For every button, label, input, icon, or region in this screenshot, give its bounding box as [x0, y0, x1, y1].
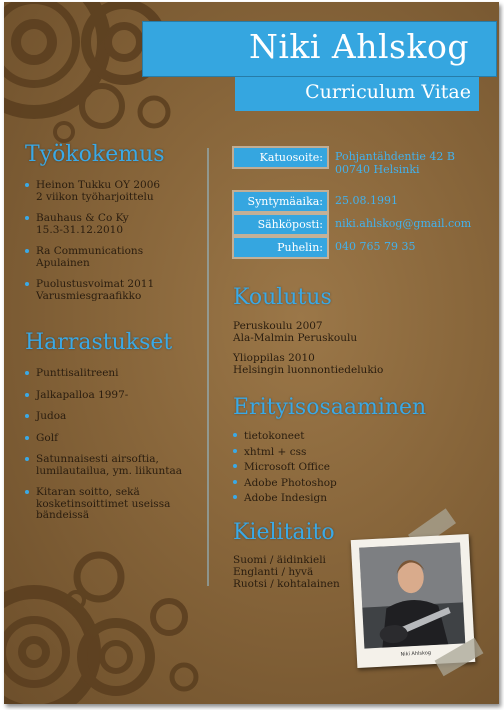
list-item: xhtml + css — [233, 446, 337, 459]
document-subtitle: Curriculum Vitae — [305, 81, 471, 103]
list-item: Adobe Photoshop — [233, 477, 337, 490]
bullet-icon — [25, 183, 29, 187]
list-item: Jalkapalloa 1997- — [25, 390, 182, 402]
hobbies-list — [25, 368, 182, 532]
list-item: Suomi / äidinkieli — [233, 554, 326, 566]
phone-value: 040 765 79 35 — [335, 240, 416, 253]
photo-caption: Niki Ahlskog — [400, 650, 432, 658]
list-item: Microsoft Office — [233, 461, 337, 474]
person-with-guitar-icon — [359, 542, 465, 648]
bullet-icon — [25, 371, 29, 375]
hobbies-title: Harrastukset — [25, 330, 173, 355]
education-title: Koulutus — [233, 285, 332, 310]
bullet-icon — [233, 464, 237, 468]
birthdate-value: 25.08.1991 — [335, 194, 398, 207]
list-item: Adobe Indesign — [233, 492, 337, 505]
cv-banner — [235, 77, 479, 111]
list-item: Puolustusvoimat 2011 Varusmiesgraafikko — [25, 279, 160, 302]
education-entry: Peruskoulu 2007 Ala-Malmin Peruskoulu — [233, 320, 358, 344]
education-entry: Ylioppilas 2010 Helsingin luonnontiedelukio — [233, 352, 384, 376]
bullet-icon — [25, 414, 29, 418]
name-banner — [142, 21, 497, 77]
list-item: Satunnaisesti airsoftia, lumilautailua, ym. liikuntaa — [25, 454, 182, 477]
bullet-icon — [25, 216, 29, 220]
special-skills-list — [233, 430, 337, 508]
list-item: tietokoneet — [233, 430, 337, 443]
applicant-name: Niki Ahlskog — [248, 27, 469, 66]
list-item: Heinon Tukku OY 2006 2 viikon työharjoittelu — [25, 180, 160, 203]
email-label: Sähköposti: — [234, 215, 327, 234]
address-value: Pohjantähdentie 42 B 00740 Helsinki — [335, 150, 455, 176]
bullet-icon — [25, 457, 29, 461]
bullet-icon — [233, 495, 237, 499]
languages-list — [233, 554, 340, 590]
phone-label: Puhelin: — [234, 238, 327, 257]
bullet-icon — [233, 433, 237, 437]
list-item: Ruotsi / kohtalainen — [233, 578, 340, 590]
languages-title: Kielitaito — [233, 520, 335, 545]
bullet-icon — [233, 449, 237, 453]
list-item: Ra Communications Apulainen — [25, 246, 160, 269]
work-experience-title: Työkokemus — [25, 142, 165, 167]
list-item: Punttisalitreeni — [25, 368, 182, 380]
list-item: Judoa — [25, 411, 182, 423]
birthdate-label: Syntymäaika: — [234, 192, 327, 211]
list-item: Golf — [25, 433, 182, 445]
bullet-icon — [25, 282, 29, 286]
email-value[interactable]: niki.ahlskog@gmail.com — [335, 217, 472, 230]
bullet-icon — [233, 480, 237, 484]
column-divider — [207, 148, 209, 586]
bullet-icon — [25, 393, 29, 397]
profile-photo — [359, 542, 465, 648]
cv-page — [4, 2, 499, 704]
address-label: Katuosoite: — [234, 148, 327, 167]
list-item: Bauhaus & Co Ky 15.3-31.12.2010 — [25, 213, 160, 236]
work-experience-list — [25, 180, 160, 312]
list-item: Kitaran soitto, sekä kosketinsoittimet useissa bändeissä — [25, 487, 182, 522]
list-item: Englanti / hyvä — [233, 566, 314, 578]
special-skills-title: Erityisosaaminen — [233, 395, 427, 420]
bullet-icon — [25, 490, 29, 494]
bullet-icon — [25, 436, 29, 440]
bullet-icon — [25, 249, 29, 253]
